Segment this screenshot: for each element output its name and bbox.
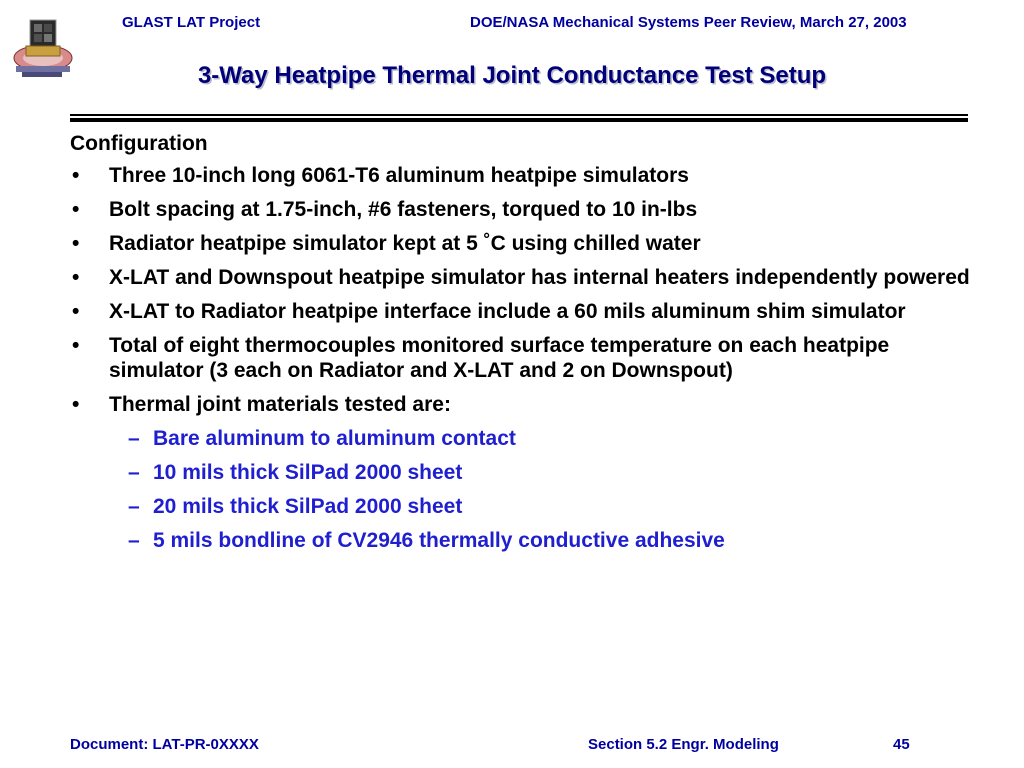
bullet-item — [70, 197, 970, 222]
bullet-item — [70, 163, 970, 188]
bullet-marker: • — [72, 198, 80, 221]
title-divider-thin — [70, 114, 968, 116]
bullet-text: Bolt spacing at 1.75-inch, #6 fasteners, torqued to 10 in-lbs — [109, 198, 698, 221]
footer-document: Document: LAT-PR-0XXXX — [70, 736, 259, 753]
sub-bullet-text: 20 mils thick SilPad 2000 sheet — [153, 495, 463, 518]
sub-bullet-item — [70, 528, 970, 553]
sub-bullet-marker: – — [128, 427, 140, 450]
sub-bullet-item — [70, 494, 970, 519]
bullet-text: Radiator heatpipe simulator kept at 5 ˚C using chilled water — [109, 232, 701, 255]
sub-bullet-item — [70, 426, 970, 451]
section-heading: Configuration — [70, 132, 208, 155]
header-project: GLAST LAT Project — [122, 14, 261, 31]
bullet-text: X-LAT and Downspout heatpipe simulator has internal heaters independently powered — [109, 266, 970, 289]
bullet-text: Total of eight thermocouples monitored surface temperature on each heatpipe simulator (3 each on Radiator and X-LAT and 2 on Downspout) — [109, 334, 890, 382]
bullet-item — [70, 231, 970, 256]
bullet-text: X-LAT to Radiator heatpipe interface include a 60 mils aluminum shim simulator — [109, 300, 906, 323]
footer-page-number: 45 — [893, 736, 910, 753]
bullet-text: Three 10-inch long 6061-T6 aluminum heatpipe simulators — [109, 164, 689, 187]
bullet-item — [70, 299, 970, 324]
bullet-marker: • — [72, 266, 80, 289]
sub-bullet-marker: – — [128, 495, 140, 518]
header-review: DOE/NASA Mechanical Systems Peer Review, March 27, 2003 — [470, 14, 907, 31]
sub-bullet-marker: – — [128, 461, 140, 484]
bullet-marker: • — [72, 393, 80, 416]
bullet-marker: • — [72, 300, 80, 323]
slide-content — [70, 131, 970, 562]
sub-bullet-text: 10 mils thick SilPad 2000 sheet — [153, 461, 463, 484]
sub-bullet-item — [70, 460, 970, 485]
bullet-marker: • — [72, 334, 80, 357]
footer-section: Section 5.2 Engr. Modeling — [588, 736, 779, 753]
bullet-text: Thermal joint materials tested are: — [109, 393, 451, 416]
sub-bullet-marker: – — [128, 529, 140, 552]
bullet-marker: • — [72, 232, 80, 255]
bullet-marker: • — [72, 164, 80, 187]
bullet-item — [70, 333, 970, 383]
bullet-item — [70, 392, 970, 417]
title-divider-thick — [70, 118, 968, 122]
sub-bullet-text: Bare aluminum to aluminum contact — [153, 427, 516, 450]
bullet-item — [70, 265, 970, 290]
sub-bullet-text: 5 mils bondline of CV2946 thermally conductive adhesive — [153, 529, 725, 552]
slide-title: 3-Way Heatpipe Thermal Joint Conductance Test Setup — [197, 62, 827, 89]
